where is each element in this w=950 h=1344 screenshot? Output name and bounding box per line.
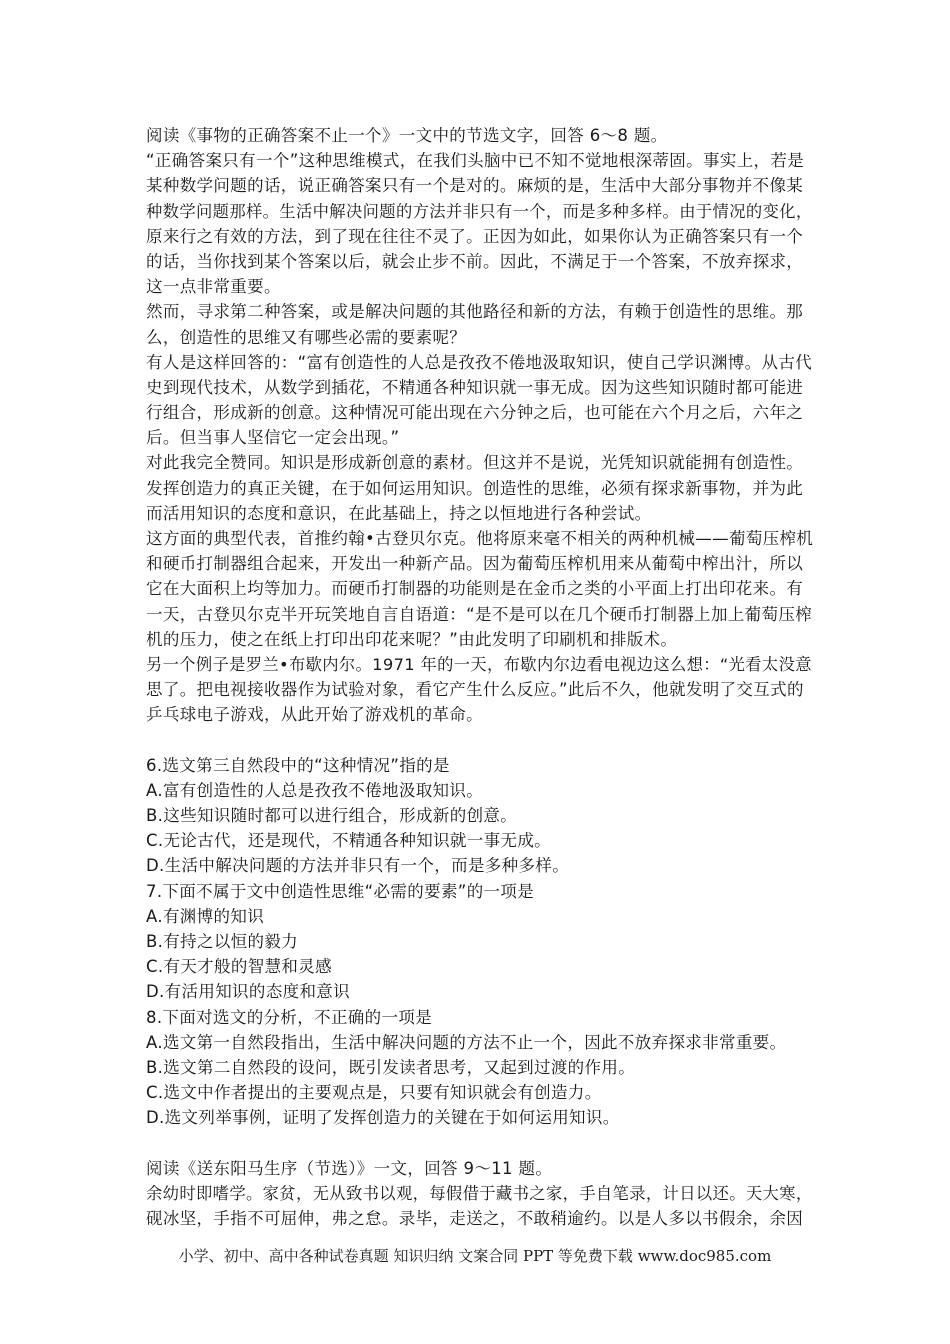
passage2-line: 余幼时即嗜学。家贫，无从致书以观，每假借于藏书之家，手自笔录，计日以还。天大寒， bbox=[146, 1183, 813, 1203]
question-stem: 6.选文第三自然段中的“这种情况”指的是 bbox=[146, 755, 450, 775]
passage1-line: 一天，古登贝尔克半开玩笑地自言自语道：“是不是可以在几个硬币打制器上加上葡萄压榨 bbox=[146, 604, 813, 624]
question-option: B.这些知识随时都可以进行组合，形成新的创意。 bbox=[146, 806, 518, 826]
question-option: D.有活用知识的态度和意识 bbox=[146, 982, 351, 1002]
passage1-line: 思了。把电视接收器作为试验对象，看它产生什么反应。”此后不久，他就发明了交互式的 bbox=[146, 680, 804, 700]
question-option: B.选文第二自然段的设问，既引发读者思考，又起到过渡的作用。 bbox=[146, 1057, 636, 1077]
passage1-line: 然而，寻求第二种答案，或是解决问题的其他路径和新的方法，有赖于创造性的思维。那 bbox=[146, 302, 804, 322]
passage1-line: 另一个例子是罗兰•布歇内尔。1971 年的一天，布歇内尔边看电视边这么想：“光看太没意 bbox=[146, 654, 812, 674]
question-option: D.生活中解决问题的方法并非只有一个，而是多种多样。 bbox=[146, 856, 570, 876]
question-stem: 7.下面不属于文中创造性思维“必需的要素”的一项是 bbox=[146, 881, 535, 901]
passage1-line: 某种数学问题的话，说正确答案只有一个是对的。麻烦的是，生活中大部分事物并不像某 bbox=[146, 176, 804, 196]
passage1-text bbox=[146, 148, 816, 727]
page-footer: 小学、初中、高中各种试卷真题 知识归纳 文案合同 PPT 等免费下载 www.doc985.com bbox=[178, 1247, 772, 1265]
passage1-line: 对此我完全赞同。知识是形成新创意的素材。但这并不是说，光凭知识就能拥有创造性。 bbox=[146, 453, 804, 473]
question-7 bbox=[146, 879, 816, 1005]
passage1-line: 而活用知识的态度和意识，在此基础上，持之以恒地进行各种尝试。 bbox=[146, 503, 652, 523]
passage1-line: 么，创造性的思维又有哪些必需的要素呢？ bbox=[146, 327, 467, 347]
passage1-line: 后。但当事人坚信它一定会出现。” bbox=[146, 428, 400, 448]
passage1-line: 原来行之有效的方法，到了现在往往不灵了。正因为如此，如果你认为正确答案只有一个 bbox=[146, 226, 804, 246]
spacer bbox=[146, 1131, 816, 1156]
passage1-line: 这方面的典型代表，首推约翰•古登贝尔克。他将原来毫不相关的两种机械——葡萄压榨机 bbox=[146, 529, 814, 548]
question-6 bbox=[146, 753, 816, 879]
question-option: C.选文中作者提出的主要观点是，只要有知识就会有创造力。 bbox=[146, 1083, 602, 1103]
question-option: B.有持之以恒的毅力 bbox=[146, 932, 299, 951]
passage2-line: 砚冰坚，手指不可屈伸，弗之怠。录毕，走送之，不敢稍逾约。以是人多以书假余，余因 bbox=[146, 1209, 804, 1229]
question-option: A.选文第一自然段指出，生活中解决问题的方法不止一个，因此不放弃探求非常重要。 bbox=[146, 1032, 787, 1052]
passage1-line: 的话，当你找到某个答案以后，就会止步不前。因此，不满足于一个答案，不放弃探求， bbox=[146, 251, 804, 271]
spacer bbox=[146, 728, 816, 753]
passage1-line: 行组合，形成新的创意。这种情况可能出现在六分钟之后，也可能在六个月之后，六年之 bbox=[146, 403, 804, 423]
question-8 bbox=[146, 1005, 816, 1131]
passage2-text bbox=[146, 1181, 816, 1231]
question-stem: 8.下面对选文的分析，不正确的一项是 bbox=[146, 1007, 433, 1027]
question-option: C.有天才般的智慧和灵感 bbox=[146, 957, 332, 977]
passage1-line: “正确答案只有一个”这种思维模式，在我们头脑中已不知不觉地根深蒂固。事实上，若是 bbox=[146, 151, 805, 171]
passage1-line: 有人是这样回答的：“富有创造性的人总是孜孜不倦地汲取知识，使自己学识渊博。从古代 bbox=[146, 352, 813, 372]
question-option: A.富有创造性的人总是孜孜不倦地汲取知识。 bbox=[146, 780, 484, 800]
passage1-intro: 阅读《事物的正确答案不止一个》一文中的节选文字，回答 6～8 题。 bbox=[146, 126, 668, 145]
passage1-line: 它在大面积上均等加力。而硬币打制器的功能则是在金币之类的小平面上打出印花来。有 bbox=[146, 579, 804, 599]
passage1-line: 这一点非常重要。 bbox=[146, 277, 281, 297]
question-option: D.选文列举事例，证明了发挥创造力的关键在于如何运用知识。 bbox=[146, 1108, 620, 1128]
document-body bbox=[146, 123, 816, 1231]
question-option: C.无论古代，还是现代，不精通各种知识就一事无成。 bbox=[146, 831, 552, 851]
passage2-intro: 阅读《送东阳马生序（节选）》一文，回答 9～11 题。 bbox=[146, 1158, 553, 1178]
passage1-line: 发挥创造力的真正关键，在于如何运用知识。创造性的思维，必须有探求新事物，并为此 bbox=[146, 478, 804, 498]
passage1-line: 机的压力，使之在纸上打印出印花来呢？”由此发明了印刷机和排版术。 bbox=[146, 629, 678, 649]
question-option: A.有渊博的知识 bbox=[146, 906, 265, 926]
passage1-line: 乒乓球电子游戏，从此开始了游戏机的革命。 bbox=[146, 705, 483, 725]
passage1-line: 和硬币打制器组合起来，开发出一种新产品。因为葡萄压榨机用来从葡萄中榨出汁，所以 bbox=[146, 554, 804, 574]
passage1-line: 史到现代技术，从数学到插花，不精通各种知识就一事无成。因为这些知识随时都可能进 bbox=[146, 377, 804, 397]
passage1-line: 种数学问题那样。生活中解决问题的方法并非只有一个，而是多种多样。由于情况的变化， bbox=[146, 201, 813, 221]
